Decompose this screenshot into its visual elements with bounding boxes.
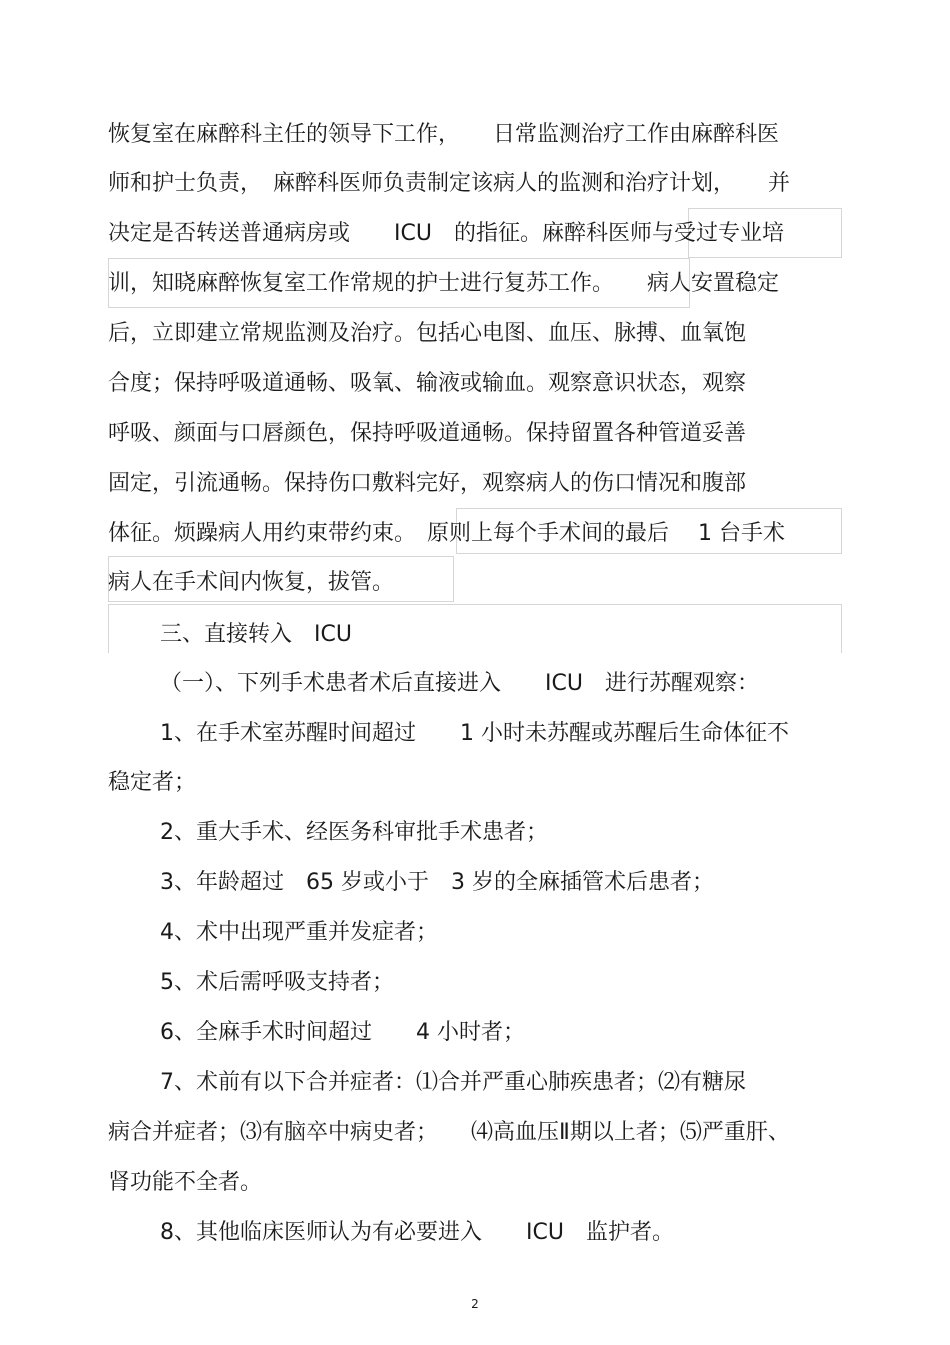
list-item: 2、重大手术、经医务科审批手术患者； (160, 820, 548, 845)
list-item: 1、在手术室苏醒时间超过 1 小时未苏醒或苏醒后生命体征不 (160, 721, 789, 746)
paragraph-line: 体征。烦躁病人用约束带约束。 原则上每个手术间的最后 1 台手术 (108, 521, 785, 546)
section-heading: 三、直接转入 ICU (160, 622, 352, 647)
paragraph-line: 恢复室在麻醉科主任的领导下工作， 日常监测治疗工作由麻醉科医 (108, 122, 780, 147)
list-item-continuation: 病合并症者；⑶有脑卒中病史者； ⑷高血压Ⅱ期以上者；⑸严重肝、 (108, 1120, 790, 1145)
paragraph-line: 固定，引流通畅。保持伤口敷料完好，观察病人的伤口情况和腹部 (108, 471, 747, 496)
section-subheading: （一）、下列手术患者术后直接进入 ICU 进行苏醒观察： (160, 671, 759, 696)
paragraph-line: 训，知晓麻醉恢复室工作常规的护士进行复苏工作。 病人安置稳定 (108, 271, 780, 296)
paragraph-line: 师和护士负责， 麻醉科医师负责制定该病人的监测和治疗计划， 并 (108, 171, 791, 196)
paragraph-line: 合度；保持呼吸道通畅、吸氧、输液或输血。观察意识状态，观察 (108, 371, 747, 396)
paragraph-line: 病人在手术间内恢复，拔管。 (108, 570, 395, 595)
list-item-continuation: 肾功能不全者。 (108, 1170, 263, 1195)
list-item: 6、全麻手术时间超过 4 小时者； (160, 1020, 525, 1045)
list-item: 7、术前有以下合并症者：⑴合并严重心肺疾患者；⑵有糖尿 (160, 1070, 746, 1095)
paragraph-line: 呼吸、颜面与口唇颜色，保持呼吸道通畅。保持留置各种管道妥善 (108, 421, 747, 446)
list-item: 3、年龄超过 65 岁或小于 3 岁的全麻插管术后患者； (160, 870, 714, 895)
list-item: 5、术后需呼吸支持者； (160, 970, 394, 995)
page-number: 2 (471, 1297, 479, 1311)
list-item-continuation: 稳定者； (108, 770, 197, 795)
list-item: 4、术中出现严重并发症者； (160, 920, 438, 945)
list-item: 8、其他临床医师认为有必要进入 ICU 监护者。 (160, 1220, 674, 1245)
paragraph-line: 决定是否转送普通病房或 ICU 的指征。麻醉科医师与受过专业培 (108, 221, 784, 246)
paragraph-line: 后，立即建立常规监测及治疗。包括心电图、血压、脉搏、血氧饱 (108, 321, 747, 346)
